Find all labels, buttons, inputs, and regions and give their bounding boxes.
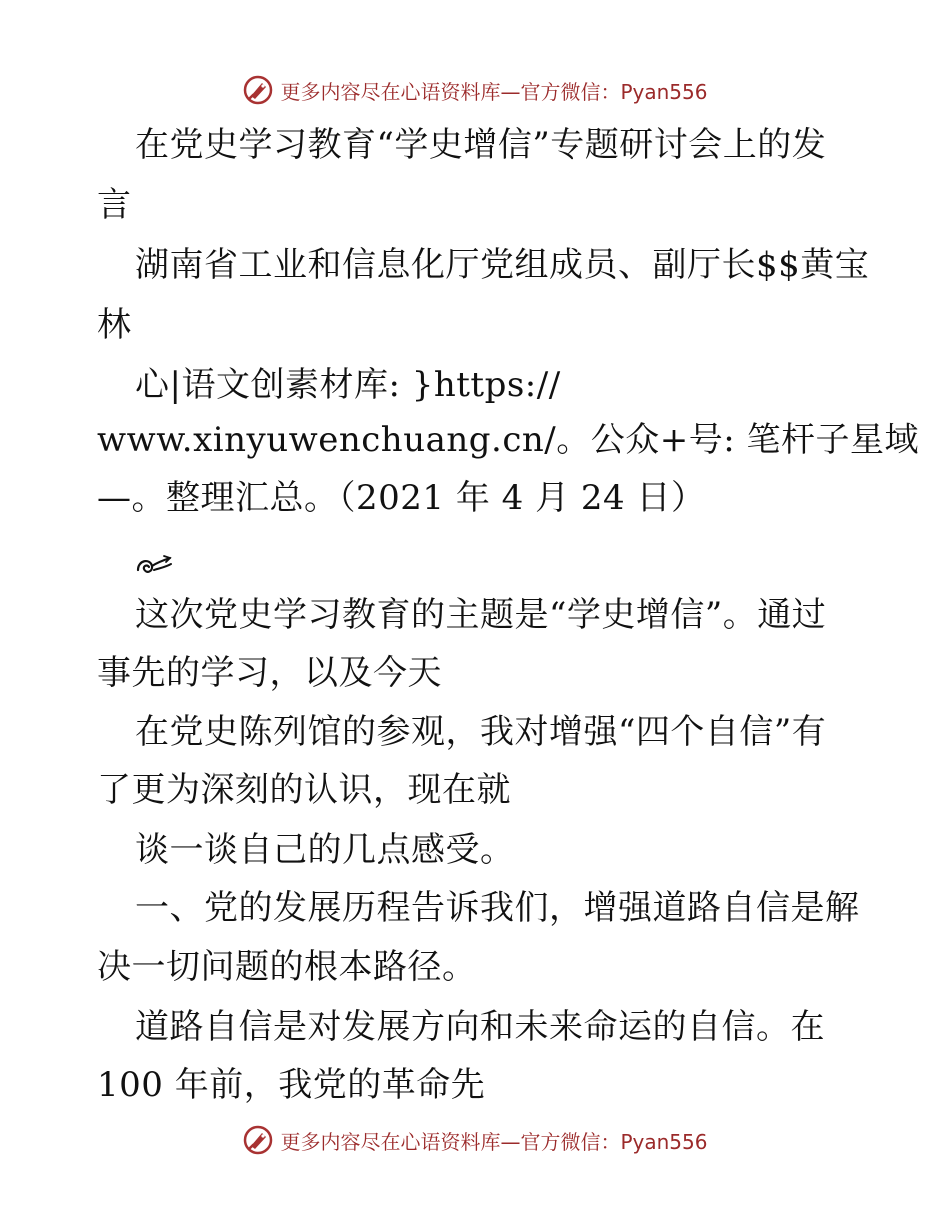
header-banner-text: 更多内容尽在心语资料库—官方微信：Pyan556	[280, 79, 708, 104]
pen-nib-logo-icon	[242, 74, 274, 106]
paragraph-2-line-2: 了更为深刻的认识，现在就	[97, 770, 511, 810]
footer-banner-text: 更多内容尽在心语资料库—官方微信：Pyan556	[280, 1129, 708, 1154]
paragraph-1-line-1: 这次党史学习教育的主题是“学史增信”。通过	[135, 595, 827, 635]
title-line-2: 言	[97, 185, 132, 225]
title-line-1: 在党史学习教育“学史增信”专题研讨会上的发	[135, 125, 827, 165]
paragraph-4-line-1: 道路自信是对发展方向和未来命运的自信。在	[135, 1007, 825, 1047]
scroll-ornament-icon	[134, 550, 174, 580]
source-line-1: 心|语文创素材库: }https://	[135, 365, 561, 405]
paragraph-3-line-1: 谈一谈自己的几点感受。	[135, 830, 515, 870]
paragraph-2-line-1: 在党史陈列馆的参观，我对增强“四个自信”有	[135, 712, 827, 752]
source-line-2: www.xinyuwenchuang.cn/。公众+号: 笔杆子星域	[97, 420, 919, 460]
footer-banner	[0, 1120, 950, 1160]
author-line-2: 林	[97, 305, 132, 345]
section-heading-line-1: 一、党的发展历程告诉我们，增强道路自信是解	[135, 888, 860, 928]
paragraph-4-line-2: 100 年前，我党的革命先	[97, 1065, 486, 1105]
section-heading-line-2: 决一切问题的根本路径。	[97, 947, 477, 987]
header-banner	[0, 70, 950, 110]
date-line: —。整理汇总。（2021 年 4 月 24 日）	[97, 478, 706, 518]
pen-nib-logo-icon	[242, 1124, 274, 1156]
author-line-1: 湖南省工业和信息化厅党组成员、副厅长$$黄宝	[135, 245, 870, 285]
paragraph-1-line-2: 事先的学习，以及今天	[97, 653, 442, 693]
